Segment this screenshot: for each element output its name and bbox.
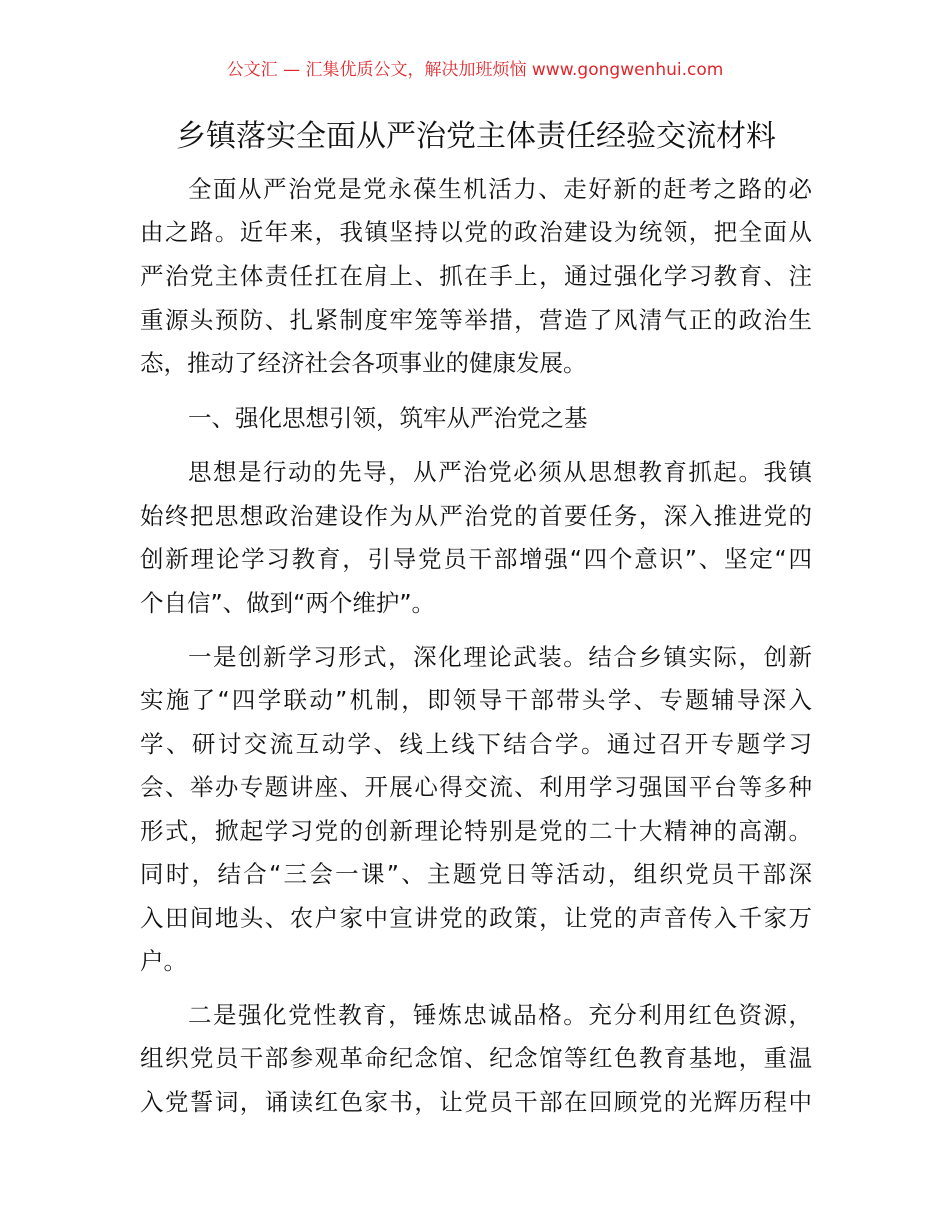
paragraph-line: 二是强化党性教育，锤炼忠诚品格。充分利用红色资源， <box>188 1001 812 1029</box>
paragraph-line: 户。 <box>140 947 187 975</box>
paragraph-line: 重源头预防、扎紧制度牢笼等举措，营造了风清气正的政治生 <box>140 306 812 334</box>
paragraph-line: 个自信”、做到“两个维护”。 <box>140 589 436 617</box>
paragraph-line: 同时，结合“三会一课”、主题党日等活动，组织党员干部深 <box>140 860 812 888</box>
document-title: 乡镇落实全面从严治党主体责任经验交流材料 <box>176 119 776 154</box>
site-watermark-header: 公文汇 — 汇集优质公文，解决加班烦恼 www.gongwenhui.com <box>226 60 724 80</box>
paragraph-line: 创新理论学习教育，引导党员干部增强“四个意识”、坚定“四 <box>140 545 812 573</box>
paragraph-line: 始终把思想政治建设作为从严治党的首要任务，深入推进党的 <box>140 502 812 530</box>
paragraph-line: 全面从严治党是党永葆生机活力、走好新的赶考之路的必 <box>188 175 812 203</box>
paragraph-line: 实施了“四学联动”机制，即领导干部带头学、专题辅导深入 <box>140 686 812 714</box>
paragraph-line: 形式，掀起学习党的创新理论特别是党的二十大精神的高潮。 <box>140 817 812 845</box>
paragraph-line: 思想是行动的先导，从严治党必须从思想教育抓起。我镇 <box>188 458 812 486</box>
paragraph-line: 学、研讨交流互动学、线上线下结合学。通过召开专题学习 <box>140 730 812 758</box>
paragraph-line: 态，推动了经济社会各项事业的健康发展。 <box>140 349 587 377</box>
paragraph-line: 组织党员干部参观革命纪念馆、纪念馆等红色教育基地，重温 <box>140 1044 812 1072</box>
paragraph-line: 入党誓词，诵读红色家书，让党员干部在回顾党的光辉历程中 <box>140 1088 812 1116</box>
paragraph-line: 严治党主体责任扛在肩上、抓在手上，通过强化学习教育、注 <box>140 262 812 290</box>
paragraph-line: 会、举办专题讲座、开展心得交流、利用学习强国平台等多种 <box>140 773 812 801</box>
section-heading: 一、强化思想引领，筑牢从严治党之基 <box>188 404 588 432</box>
paragraph-line: 入田间地头、农户家中宣讲党的政策，让党的声音传入千家万 <box>140 904 812 932</box>
paragraph-line: 由之路。近年来，我镇坚持以党的政治建设为统领，把全面从 <box>140 218 812 246</box>
paragraph-line: 一是创新学习形式，深化理论武装。结合乡镇实际，创新 <box>188 643 812 671</box>
